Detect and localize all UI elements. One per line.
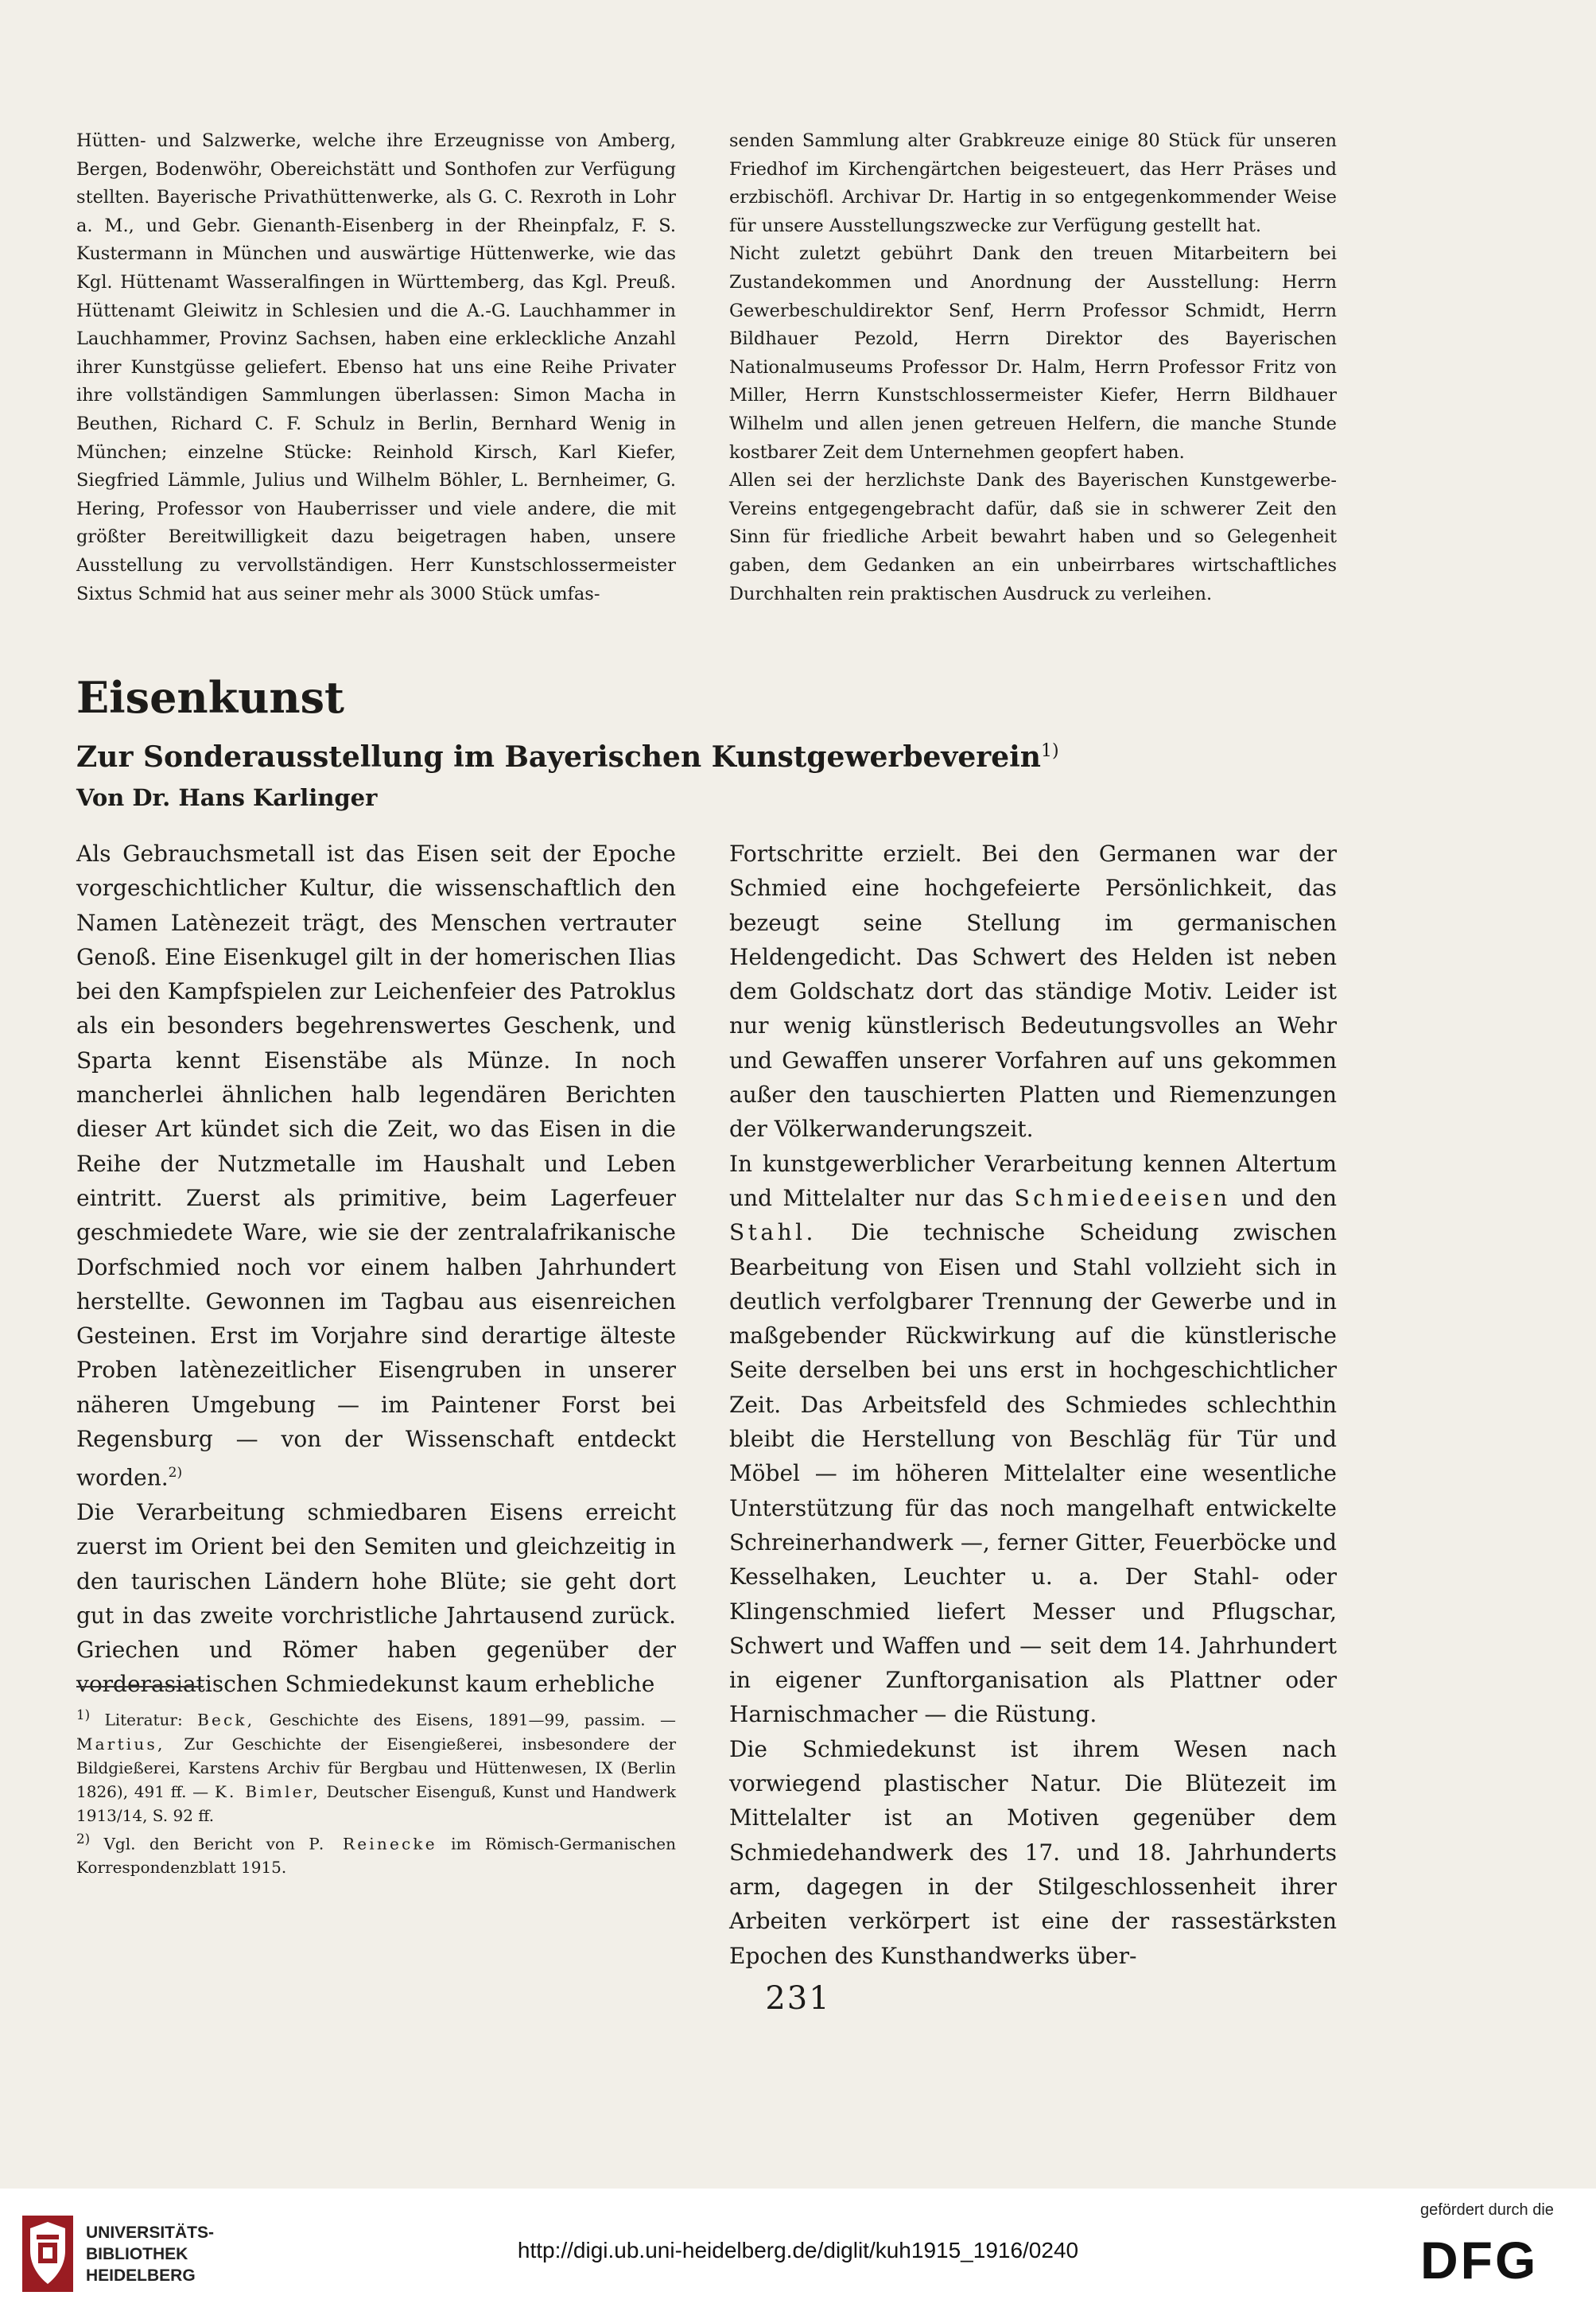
footnote-1: $^{1)}$ Literatur: Beck, Geschichte des Eisens, 1891—99, passim. — Martius, Zur Geschichte der Eisengießerei, insbesondere der Bildgießerei, Karstens Archiv für Bergbau und Hüttenwesen, IX (Berlin 1826), 491 ff. — K. Bimler, Deutscher Eisenguß, Kunst und Handwerk 1913/14, S. 92 ff.	[76, 1707, 677, 1825]
body-left-column	[76, 837, 676, 1702]
page-number: 231	[765, 1980, 831, 2017]
author-name: K. Bimler,	[214, 1781, 320, 1801]
funding-caption: gefördert durch die	[1420, 2201, 1554, 2219]
source-url-link[interactable]: http://digi.ub.uni-heidelberg.de/diglit/kuh1915_1916/0240	[517, 2238, 1079, 2262]
paragraph: Allen sei der herzlichste Dank des Bayerischen Kunstgewerbe-Vereins entgegengebracht dafür, daß sie in schwerer Zeit den Sinn für friedliche Arbeit bewahrt haben und so Gelegenheit gaben, dem Gedanken an ein unbeirrbares wirtschaftliches Durchhalten rein praktischen Ausdruck zu verleihen.	[729, 470, 1337, 604]
footnote-rule	[76, 1686, 204, 1688]
paragraph: Fortschritte erzielt. Bei den Germanen war der Schmied eine hochgefeierte Persönlichkeit, das bezeugt seine Stellung im germanischen Heldengedicht. Das Schwert des Helden ist neben dem Goldschatz dort das ständige Motiv. Leider ist nur wenig künstlerisch Bedeutungsvolles an Wehr und Gewaffen unserer Vorfahren auf uns gekommen außer den tauschierten Platten und Riemenzungen der Völkerwanderungszeit.	[729, 841, 1337, 1143]
library-name: UNIVERSITÄTS- BIBLIOTHEK HEIDELBERG	[86, 2224, 215, 2285]
subtitle-text: Zur Sonderausstellung im Bayerischen Kunstgewerbeverein	[76, 740, 1041, 774]
footnote-ref: 2)	[168, 1465, 183, 1482]
paragraph: Die Schmiedekunst ist ihrem Wesen nach vorwiegend plastischer Natur. Die Blütezeit im Mittelalter ist an Motiven gegenüber dem Schmiedehandwerk des 17. und 18. Jahrhunderts arm, dagegen in der Stilgeschlossenheit ihrer Arbeiten verkörpert ist eine der rassestärksten Epochen des Kunsthandwerks über-	[729, 1735, 1337, 1969]
author-name: Beck,	[197, 1710, 255, 1730]
paragraph: senden Sammlung alter Grabkreuze einige 80 Stück für unseren Friedhof im Kirchengärtchen beigesteuert, das Herr Präses und erzbischöfl. Archivar Dr. Hartig in so entgegenkommender Weise für unsere Ausstellungszwecke zur Verfügung gestellt hat.	[729, 130, 1337, 236]
paragraph: Die Verarbeitung schmiedbaren Eisens erreicht zuerst im Orient bei den Semiten und gleichzeitig in den taurischen Ländern hohe Blüte; sie geht dort gut in das zweite vorchristliche Jahrtausend zurück. Griechen und Römer haben gegenüber der vorderasiatischen Schmiedekunst kaum erhebliche	[76, 1498, 676, 1698]
paragraph-text: Als Gebrauchsmetall ist das Eisen seit der Epoche vorgeschichtlicher Kultur, die wissenschaftlich den Namen Latènezeit trägt, des Menschen vertrauter Genoß. Eine Eisenkugel gilt in der homerischen Ilias bei den Kampfspielen zur Leichenfeier des Patroklus als ein besonders begehrenswertes Geschenk, und Sparta kennt Eisenstäbe als Münze. In noch mancherlei ähnlichen halb legendären Berichten dieser Art kündet sich die Zeit, wo das Eisen in die Reihe der Nutzmetalle im Haushalt und Leben eintritt. Zuerst als primitive, beim Lagerfeuer geschmiedete Ware, wie sie der zentralafrikanische Dorfschmied noch vor einem halben Jahrhundert herstellte. Gewonnen im Tagbau aus eisenreichen Gesteinen. Erst im Vorjahre sind derartige älteste Proben latènezeitlicher Eisengruben in unserer näheren Umgebung — im Paintener Forst bei Regensburg — von der Wissenschaft entdeckt worden.	[76, 841, 676, 1491]
footnote-ref: 1)	[1040, 741, 1059, 761]
footnote-mark: 2)	[76, 1831, 91, 1847]
emphasis: Schmiedeeisen	[1014, 1184, 1231, 1211]
footnote-mark: 1)	[76, 1707, 91, 1723]
top-left-column	[76, 127, 676, 608]
article-title: Eisenkunst	[76, 672, 344, 723]
top-right-column	[729, 127, 1337, 608]
dfg-logo[interactable]: DFG	[1420, 2231, 1539, 2290]
footnotes	[76, 1703, 676, 1879]
paragraph: Nicht zuletzt gebührt Dank den treuen Mitarbeitern bei Zustandekommen und Anordnung der Ausstellung: Herrn Gewerbeschuldirektor Senf, Herrn Professor Schmidt, Herrn Bildhauer Pezold, Herrn Direktor des Bayerischen Nationalmuseums Professor Dr. Halm, Herrn Professor Fritz von Miller, Herrn Kunstschlossermeister Kiefer, Herrn Bildhauer Wilhelm und allen jenen getreuen Helfern, die manche Stunde kostbarer Zeit dem Unternehmen geopfert haben.	[729, 243, 1337, 463]
funder-block	[1406, 2200, 1581, 2303]
article-subtitle	[76, 732, 1059, 777]
paragraph	[76, 837, 676, 1495]
paragraph: Hütten- und Salzwerke, welche ihre Erzeugnisse von Amberg, Bergen, Bodenwöhr, Obereichstätt und Sonthofen zur Verfügung stellten. Bayerische Privathüttenwerke, als G. C. Rexroth in Lohr a. M., und Gebr. Gienanth-Eisenberg in der Rheinpfalz, F. S. Kustermann in München und auswärtige Hüttenwerke, wie das Kgl. Hüttenamt Wasseralfingen in Württemberg, das Kgl. Preuß. Hüttenamt Gleiwitz in Schlesien und die A.-G. Lauchhammer in Lauchhammer, Provinz Sachsen, haben eine erkleckliche Anzahl ihrer Kunstgüsse geliefert. Ebenso hat uns eine Reihe Privater ihre vollständigen Sammlungen überlassen: Simon Macha in Beuthen, Richard C. F. Schulz in Berlin, Bernhard Wenig in München; einzelne Stücke: Reinhold Kirsch, Karl Kiefer, Siegfried Lämmle, Julius und Wilhelm Böhler, L. Bernheimer, G. Hering, Professor von Hauberrisser und viele andere, die mit größter Bereitwilligkeit dazu beigetragen haben, unsere Ausstellung zu vervollständigen. Herr Kunstschlossermeister Sixtus Schmid hat aus seiner mehr als 3000 Stück umfas-	[76, 130, 676, 604]
paragraph: In kunstgewerblicher Verarbeitung kennen Altertum und Mittelalter nur das Schmiedeeisen und den Stahl. Die technische Scheidung zwischen Bearbeitung von Eisen und Stahl vollzieht sich in deutlich verfolgbarer Trennung der Gewerbe und in maßgebender Rückwirkung auf die künstlerische Seite derselben bei uns erst in hochgeschichtlicher Zeit. Das Arbeitsfeld des Schmiedes schlechthin bleibt die Herstellung von Beschläg für Tür und Möbel — im höheren Mittelalter eine wesentliche Unterstützung für das noch mangelhaft entwickelte Schreinerhandwerk —, ferner Gitter, Feuerböcke und Kesselhaken, Leuchter u. a. Der Stahl- oder Klingenschmied liefert Messer und Pflugschar, Schwert und Waffen und — seit dem 14. Jahrhundert in eigener Zunftorganisation als Plattner oder Harnischmacher — die Rüstung.	[729, 1150, 1337, 1728]
author-name: P. Reinecke	[309, 1834, 437, 1854]
author-name: Martius,	[76, 1734, 165, 1754]
article-author: Von Dr. Hans Karlinger	[76, 784, 378, 811]
emphasis: Stahl.	[729, 1219, 817, 1246]
digitization-footer	[0, 2189, 1596, 2311]
body-right-column	[729, 837, 1337, 1973]
footnote-2: $^{2)}$ Vgl. den Bericht von P. Reinecke im Römisch-Germanischen Korrespondenzblatt 1915.	[76, 1831, 677, 1878]
